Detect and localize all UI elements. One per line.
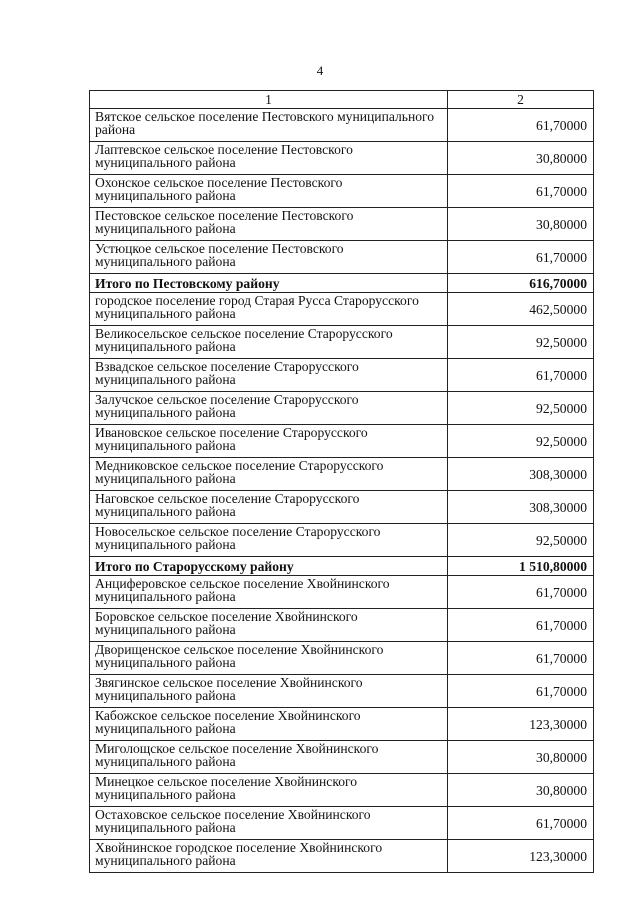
settlement-name: Устюцкое сельское поселение Пестовского муниципального района: [90, 241, 448, 274]
amount: 61,70000: [448, 241, 594, 274]
settlement-name: Остаховское сельское поселение Хвойнинского муниципального района: [90, 807, 448, 840]
table-row: [90, 774, 594, 807]
amount: 61,70000: [448, 109, 594, 142]
settlement-name: Пестовское сельское поселение Пестовского муниципального района: [90, 208, 448, 241]
table-row: [90, 359, 594, 392]
total-label: Итого по Пестовскому району: [90, 274, 448, 293]
amount: 30,80000: [448, 741, 594, 774]
total-row: [90, 557, 594, 576]
amount: 30,80000: [448, 208, 594, 241]
amount: 308,30000: [448, 491, 594, 524]
allocation-table: [89, 90, 594, 873]
table-row: [90, 208, 594, 241]
amount: 61,70000: [448, 675, 594, 708]
table-row: [90, 326, 594, 359]
table-row: [90, 175, 594, 208]
table-row: [90, 708, 594, 741]
amount: 123,30000: [448, 840, 594, 873]
table-body: [90, 109, 594, 873]
total-row: [90, 274, 594, 293]
table-row: [90, 425, 594, 458]
table-row: [90, 642, 594, 675]
settlement-name: Взвадское сельское поселение Старорусского муниципального района: [90, 359, 448, 392]
amount: 61,70000: [448, 642, 594, 675]
amount: 30,80000: [448, 774, 594, 807]
settlement-name: Новосельское сельское поселение Старорусского муниципального района: [90, 524, 448, 557]
table-row: [90, 142, 594, 175]
table-row: [90, 807, 594, 840]
total-amount: 616,70000: [448, 274, 594, 293]
column-header-2: 2: [448, 91, 594, 109]
table-row: [90, 675, 594, 708]
amount: 123,30000: [448, 708, 594, 741]
amount: 30,80000: [448, 142, 594, 175]
amount: 61,70000: [448, 175, 594, 208]
column-header-1: 1: [90, 91, 448, 109]
settlement-name: Кабожское сельское поселение Хвойнинского муниципального района: [90, 708, 448, 741]
settlement-name: Анциферовское сельское поселение Хвойнинского муниципального района: [90, 576, 448, 609]
settlement-name: Наговское сельское поселение Старорусского муниципального района: [90, 491, 448, 524]
table-row: [90, 458, 594, 491]
settlement-name: Медниковское сельское поселение Старорусского муниципального района: [90, 458, 448, 491]
table-row: [90, 609, 594, 642]
settlement-name: Минецкое сельское поселение Хвойнинского муниципального района: [90, 774, 448, 807]
table-row: [90, 241, 594, 274]
amount: 308,30000: [448, 458, 594, 491]
total-amount: 1 510,80000: [448, 557, 594, 576]
amount: 92,50000: [448, 392, 594, 425]
amount: 61,70000: [448, 359, 594, 392]
table-row: [90, 293, 594, 326]
settlement-name: Миголощское сельское поселение Хвойнинского муниципального района: [90, 741, 448, 774]
table-header-row: [90, 91, 594, 109]
table-row: [90, 840, 594, 873]
settlement-name: Залучское сельское поселение Старорусского муниципального района: [90, 392, 448, 425]
amount: 92,50000: [448, 425, 594, 458]
amount: 61,70000: [448, 609, 594, 642]
settlement-name: Великосельское сельское поселение Старорусского муниципального района: [90, 326, 448, 359]
table-row: [90, 392, 594, 425]
settlement-name: Вятское сельское поселение Пестовского муниципального района: [90, 109, 448, 142]
settlement-name: Хвойнинское городское поселение Хвойнинского муниципального района: [90, 840, 448, 873]
amount: 61,70000: [448, 576, 594, 609]
total-label: Итого по Старорусскому району: [90, 557, 448, 576]
settlement-name: Лаптевское сельское поселение Пестовского муниципального района: [90, 142, 448, 175]
table-row: [90, 491, 594, 524]
amount: 92,50000: [448, 326, 594, 359]
page-number: 4: [316, 63, 324, 78]
table-row: [90, 576, 594, 609]
settlement-name: Охонское сельское поселение Пестовского муниципального района: [90, 175, 448, 208]
settlement-name: Дворищенское сельское поселение Хвойнинского муниципального района: [90, 642, 448, 675]
table-row: [90, 524, 594, 557]
amount: 61,70000: [448, 807, 594, 840]
table-row: [90, 109, 594, 142]
settlement-name: Ивановское сельское поселение Старорусского муниципального района: [90, 425, 448, 458]
amount: 462,50000: [448, 293, 594, 326]
amount: 92,50000: [448, 524, 594, 557]
table-row: [90, 741, 594, 774]
settlement-name: Боровское сельское поселение Хвойнинского муниципального района: [90, 609, 448, 642]
settlement-name: городское поселение город Старая Русса Старорусского муниципального района: [90, 293, 448, 326]
settlement-name: Звягинское сельское поселение Хвойнинского муниципального района: [90, 675, 448, 708]
